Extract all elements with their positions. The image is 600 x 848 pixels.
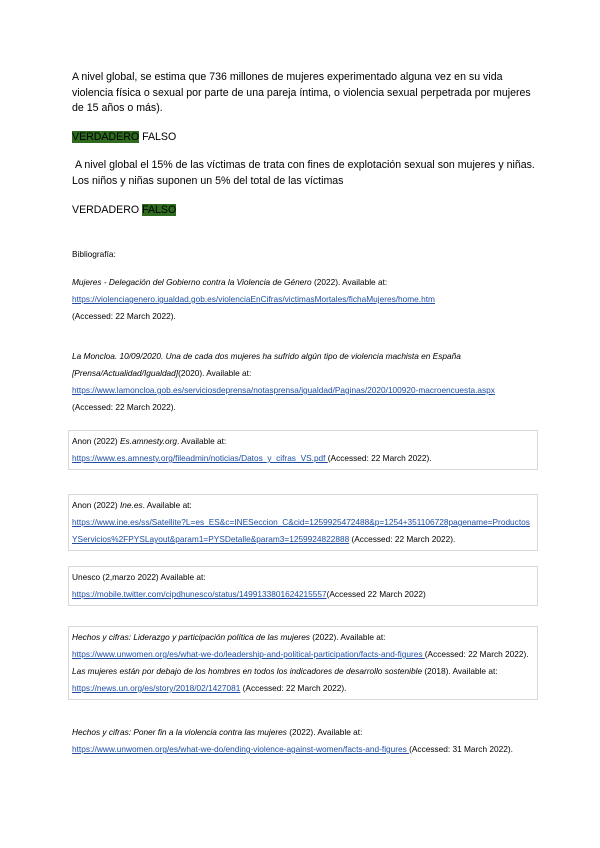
bibliography-entry [68,430,538,470]
ref-note: (2022). Available at: [309,632,386,642]
ref-title: La Moncloa. 10/09/2020. Una de cada dos mujeres ha sufrido algún tipo de violencia machista en España [Prensa/Actualidad/Igualdad] [72,351,461,378]
ref-author: Unesco (2,marzo 2022) Available at: [72,572,206,582]
ref-accessed: (Accessed: 22 March 2022). [327,453,432,463]
bibliography-heading: Bibliografía: [72,249,116,259]
ref-accessed: (Accessed: 22 March 2022). [72,311,176,321]
answer-true-option[interactable]: VERDADERO [72,131,140,143]
ref-title: Las mujeres están por debajo de los hombres en todos los indicadores de desarrollo sostenible [72,666,423,676]
ref-note: . Available at: [142,500,192,510]
ref-title: Es.amnesty.org [119,436,178,446]
question-2-text [72,158,542,189]
answer-false-option[interactable]: FALSO [142,204,177,216]
ref-accessed: (Accessed: 22 March 2022). [349,534,456,544]
ref-accessed: (Accessed: 22 March 2022). [240,683,347,693]
ref-link[interactable]: https://violenciagenero.igualdad.gob.es/violenciaEnCifras/victimasMortales/fichaMujeres/home.htm [72,294,435,304]
ref-title: Mujeres - Delegación del Gobierno contra la Violencia de Género [72,277,312,287]
ref-title: Ine.es [119,500,143,510]
bibliography-entry [68,626,538,700]
bibliography-entry [72,724,532,758]
ref-note: (2022). Available at: [286,727,363,737]
bibliography-entry [68,566,538,606]
answer-true-option[interactable]: VERDADERO [72,204,140,216]
ref-note: (2020). Available at: [178,368,252,378]
ref-title: Hechos y cifras: Poner fin a la violencia contra las mujeres [72,727,287,737]
question-1-answers [72,130,176,146]
ref-title: Hechos y cifras: Liderazgo y participación política de las mujeres [72,632,310,642]
question-1-text: A nivel global, se estima que 736 millones de mujeres experimentado alguna vez en su vida violencia física o sexual por parte de una pareja íntima, o violencia sexual perpetrada por mujeres de 15 años o más). [72,71,531,114]
ref-accessed: (Accessed: 31 March 2022). [409,744,513,754]
ref-link[interactable]: https://www.lamoncloa.gob.es/serviciosdeprensa/notasprensa/igualdad/Paginas/2020/100920-macroencuesta.aspx [72,385,495,395]
ref-link[interactable]: https://www.unwomen.org/es/what-we-do/ending-violence-against-women/facts-and-figures [72,744,410,754]
ref-note: (2022). Available at: [311,277,388,287]
ref-author: Anon (2022) [72,436,120,446]
ref-link[interactable]: https://www.unwomen.org/es/what-we-do/leadership-and-political-participation/facts-and-figures [72,649,425,659]
ref-note: . Available at: [177,436,227,446]
ref-link[interactable]: https://www.ine.es/ss/Satellite?L=es_ES&c=INESeccion_C&cid=1259925472488&p=1254+351106728pagename=ProductosYServicios%2FPYSLayout&param1=PYSDetalle&param3=1259924822888 [72,517,530,544]
ref-accessed: (Accessed 22 March 2022) [326,589,426,599]
ref-accessed: (Accessed: 22 March 2022). [72,402,176,412]
ref-note: (2018). Available at: [422,666,498,676]
ref-link[interactable]: https://news.un.org/es/story/2018/02/1427081 [72,683,241,693]
ref-link[interactable]: https://mobile.twitter.com/cipdhunesco/status/1499133801624215557 [72,589,327,599]
bibliography-entry [68,494,538,551]
ref-author: Anon (2022) [72,500,120,510]
question-2-answers [72,203,176,219]
bibliography-entry [72,274,532,325]
ref-accessed: (Accessed: 22 March 2022). [424,649,529,659]
bibliography-entry [72,348,532,416]
question-2-text-content: A nivel global el 15% de las víctimas de trata con fines de explotación sexual son mujeres y niñas. Los niños y niñas suponen un 5% del total de las víctimas [72,159,535,187]
ref-link[interactable]: https://www.es.amnesty.org/fileadmin/noticias/Datos_y_cifras_VS.pdf [72,453,328,463]
answer-false-option[interactable]: FALSO [142,131,177,143]
